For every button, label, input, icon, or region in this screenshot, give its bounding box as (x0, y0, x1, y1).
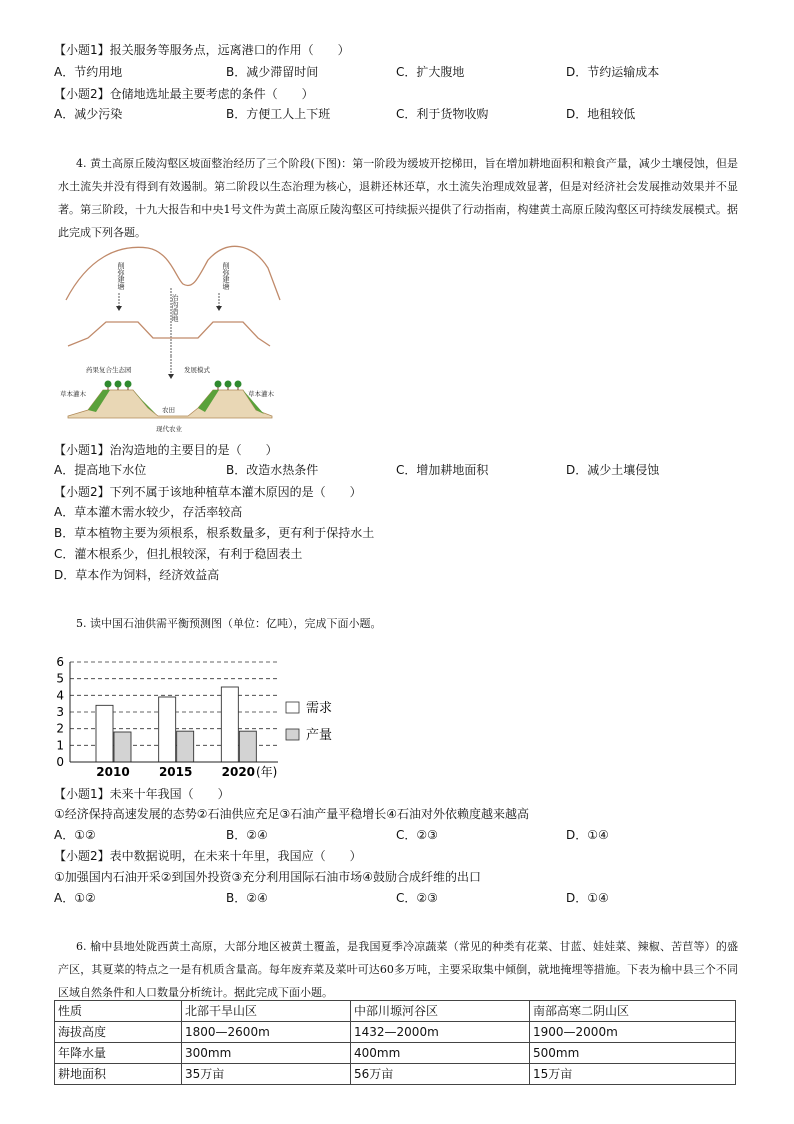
q4-sub2-option-b[interactable]: B．草本植物主要为须根系，根系数量多，更有利于保持水土 (54, 526, 375, 540)
q6-data-table (54, 1000, 736, 1085)
q4-sub1-option-c[interactable]: C．增加耕地面积 (396, 463, 489, 477)
bar-demand (96, 705, 113, 762)
table-header-cell: 南部高寒二阴山区 (530, 1001, 736, 1022)
table-cell: 500mm (530, 1043, 736, 1064)
q4-sub1-option-b[interactable]: B．改造水热条件 (226, 463, 319, 477)
q3-sub1-option-b[interactable]: B．减少滞留时间 (226, 65, 319, 79)
q3-sub2-option-d[interactable]: D．地租较低 (566, 107, 636, 121)
legend-swatch-demand (286, 702, 299, 713)
chart-yticks (56, 655, 64, 769)
table-header-cell: 北部干旱山区 (182, 1001, 351, 1022)
chart-xlabel: (年) (256, 765, 278, 779)
q4-sub2-option-d[interactable]: D．草本作为饲料，经济效益高 (54, 568, 220, 582)
q3-sub2-option-c[interactable]: C．利于货物收购 (396, 107, 489, 121)
q5-sub2-statements: ①加强国内石油开采②到国外投资③充分利用国际石油市场④鼓励合成纤维的出口 (54, 870, 482, 884)
q4-diagram (58, 238, 288, 438)
y-tick-label: 3 (56, 705, 64, 719)
table-header-cell: 中部川塬河谷区 (351, 1001, 530, 1022)
q5-sub1-stem: 【小题1】未来十年我国（ ） (54, 787, 230, 801)
y-tick-label: 5 (56, 671, 64, 686)
q5-sub2-option-d[interactable]: D．①④ (566, 891, 609, 905)
q4-sub1-stem: 【小题1】治沟造地的主要目的是（ ） (54, 443, 278, 457)
q3-sub1-stem: 【小题1】报关服务等服务点，远离港口的作用（ ） (54, 43, 350, 57)
label-right-cut: 削弥建塘 (222, 262, 230, 290)
q4-text: 黄土高原丘陵沟壑区坡面整治经历了三个阶段(下图)：第一阶段为缓坡开挖梯田，旨在增加耕地面积和粮食产量，减少土壤侵蚀，但是水土流失并没有得到有效遏制。第二阶段以生态治理为核心，退耕还林还草，水土流失治理成效显著，但是对经济社会发展推动效果并不显著。第三阶段，十九大报告和中央1号文件为黄土高原丘陵沟壑区可持续振兴提供了行动指南，构建黄土高原丘陵沟壑区可持续发展模式。据此完成下列各题。 (58, 157, 738, 239)
table-row (55, 1022, 736, 1043)
y-tick-label: 2 (56, 721, 64, 736)
table-cell: 300mm (182, 1043, 351, 1064)
q6-paragraph (58, 935, 738, 1004)
q5-sub1-option-a[interactable]: A．①② (54, 828, 96, 842)
table-cell: 年降水量 (55, 1043, 182, 1064)
table-cell: 1432—2000m (351, 1022, 530, 1043)
bar-demand (221, 687, 238, 762)
q3-sub2-option-b[interactable]: B．方便工人上下班 (226, 107, 331, 121)
q5-sub1-option-d[interactable]: D．①④ (566, 828, 609, 842)
q3-sub1-option-a[interactable]: A．节约用地 (54, 65, 123, 79)
q3-sub1-option-d[interactable]: D．节约运输成本 (566, 65, 660, 79)
q5-number: 5. (76, 617, 87, 630)
table-row (55, 1064, 736, 1085)
legend-swatch-production (286, 729, 299, 740)
label-farmland: 农田 (162, 406, 175, 414)
q4-sub1-option-a[interactable]: A．提高地下水位 (54, 463, 147, 477)
q5-sub1-option-b[interactable]: B．②④ (226, 828, 268, 842)
q5-sub2-stem: 【小题2】表中数据说明，在未来十年里，我国应（ ） (54, 849, 362, 863)
q3-sub2-stem: 【小题2】仓储地选址最主要考虑的条件（ ） (54, 87, 314, 101)
y-tick-label: 4 (56, 688, 64, 703)
stage2-terraces (68, 322, 270, 346)
table-cell: 耕地面积 (55, 1064, 182, 1085)
q4-sub2-stem: 【小题2】下列不属于该地种植草本灌木原因的是（ ） (54, 485, 362, 499)
q4-sub2-option-c[interactable]: C．灌木根系少，但扎根较深，有利于稳固表土 (54, 547, 303, 561)
q5-text: 读中国石油供需平衡预测图（单位：亿吨），完成下面小题。 (90, 617, 382, 630)
label-orchard: 药果复合生态园 (86, 366, 132, 374)
q6-text: 榆中县地处陇西黄土高原，大部分地区被黄土覆盖，是我国夏季冷凉蔬菜（常见的种类有花菜、甘蓝、娃娃菜、辣椒、苦苣等）的盛产区，其夏菜的特点之一是有机质含量高。每年废弃菜及菜叶可达60多万吨，主要采取集中倾倒，就地掩埋等措施。下表为榆中县三个不同区域自然条件和人口数量分析统计。据此完成下面小题。 (58, 940, 738, 999)
q5-stem (76, 616, 382, 632)
legend-label-demand: 需求 (306, 701, 333, 716)
table-row (55, 1043, 736, 1064)
q4-sub1-option-d[interactable]: D．减少土壤侵蚀 (566, 463, 660, 477)
bar-production (114, 732, 131, 762)
x-tick-label: 2020 (221, 765, 256, 779)
label-left-cut: 削弥建塘 (117, 262, 125, 290)
bar-demand (159, 697, 176, 762)
q4-paragraph (58, 152, 738, 244)
chart-bars (96, 687, 256, 762)
y-tick-label: 0 (56, 755, 64, 769)
label-modern: 现代农业 (156, 425, 182, 433)
q5-sub1-statements: ①经济保持高速发展的态势②石油供应充足③石油产量平稳增长④石油对外依赖度越来越高 (54, 807, 530, 821)
stage1-hills (66, 246, 280, 300)
q3-sub2-option-a[interactable]: A．减少污染 (54, 107, 123, 121)
q5-sub2-option-b[interactable]: B．②④ (226, 891, 268, 905)
bar-production (177, 731, 194, 762)
q3-sub1-option-c[interactable]: C．扩大腹地 (396, 65, 465, 79)
oil-balance-chart (50, 652, 350, 782)
y-tick-label: 6 (56, 655, 64, 669)
table-cell: 35万亩 (182, 1064, 351, 1085)
table-header-cell: 性质 (55, 1001, 182, 1022)
x-tick-label: 2010 (96, 765, 130, 779)
q4-number: 4. (76, 157, 87, 170)
label-grass-left: 草本灌木 (60, 390, 86, 398)
table-header-row (55, 1001, 736, 1022)
table-cell: 1800—2600m (182, 1022, 351, 1043)
x-tick-label: 2015 (158, 765, 193, 779)
q6-number: 6. (76, 940, 87, 953)
y-tick-label: 1 (56, 738, 64, 753)
chart-xticks (96, 765, 255, 779)
q5-sub2-option-a[interactable]: A．①② (54, 891, 96, 905)
table-cell: 海拔高度 (55, 1022, 182, 1043)
q4-sub2-option-a[interactable]: A．草本灌木需水较少，存活率较高 (54, 505, 243, 519)
table-cell: 15万亩 (530, 1064, 736, 1085)
legend-label-production: 产量 (306, 728, 333, 743)
label-middle: 治沟造地 (171, 294, 179, 322)
label-mode: 发展模式 (184, 366, 210, 374)
bar-production (239, 731, 256, 762)
q5-sub2-option-c[interactable]: C．②③ (396, 891, 438, 905)
q5-sub1-option-c[interactable]: C．②③ (396, 828, 438, 842)
table-cell: 400mm (351, 1043, 530, 1064)
label-grass-right: 草本灌木 (248, 390, 274, 398)
table-cell: 56万亩 (351, 1064, 530, 1085)
tree-icons (105, 381, 242, 388)
table-cell: 1900—2000m (530, 1022, 736, 1043)
